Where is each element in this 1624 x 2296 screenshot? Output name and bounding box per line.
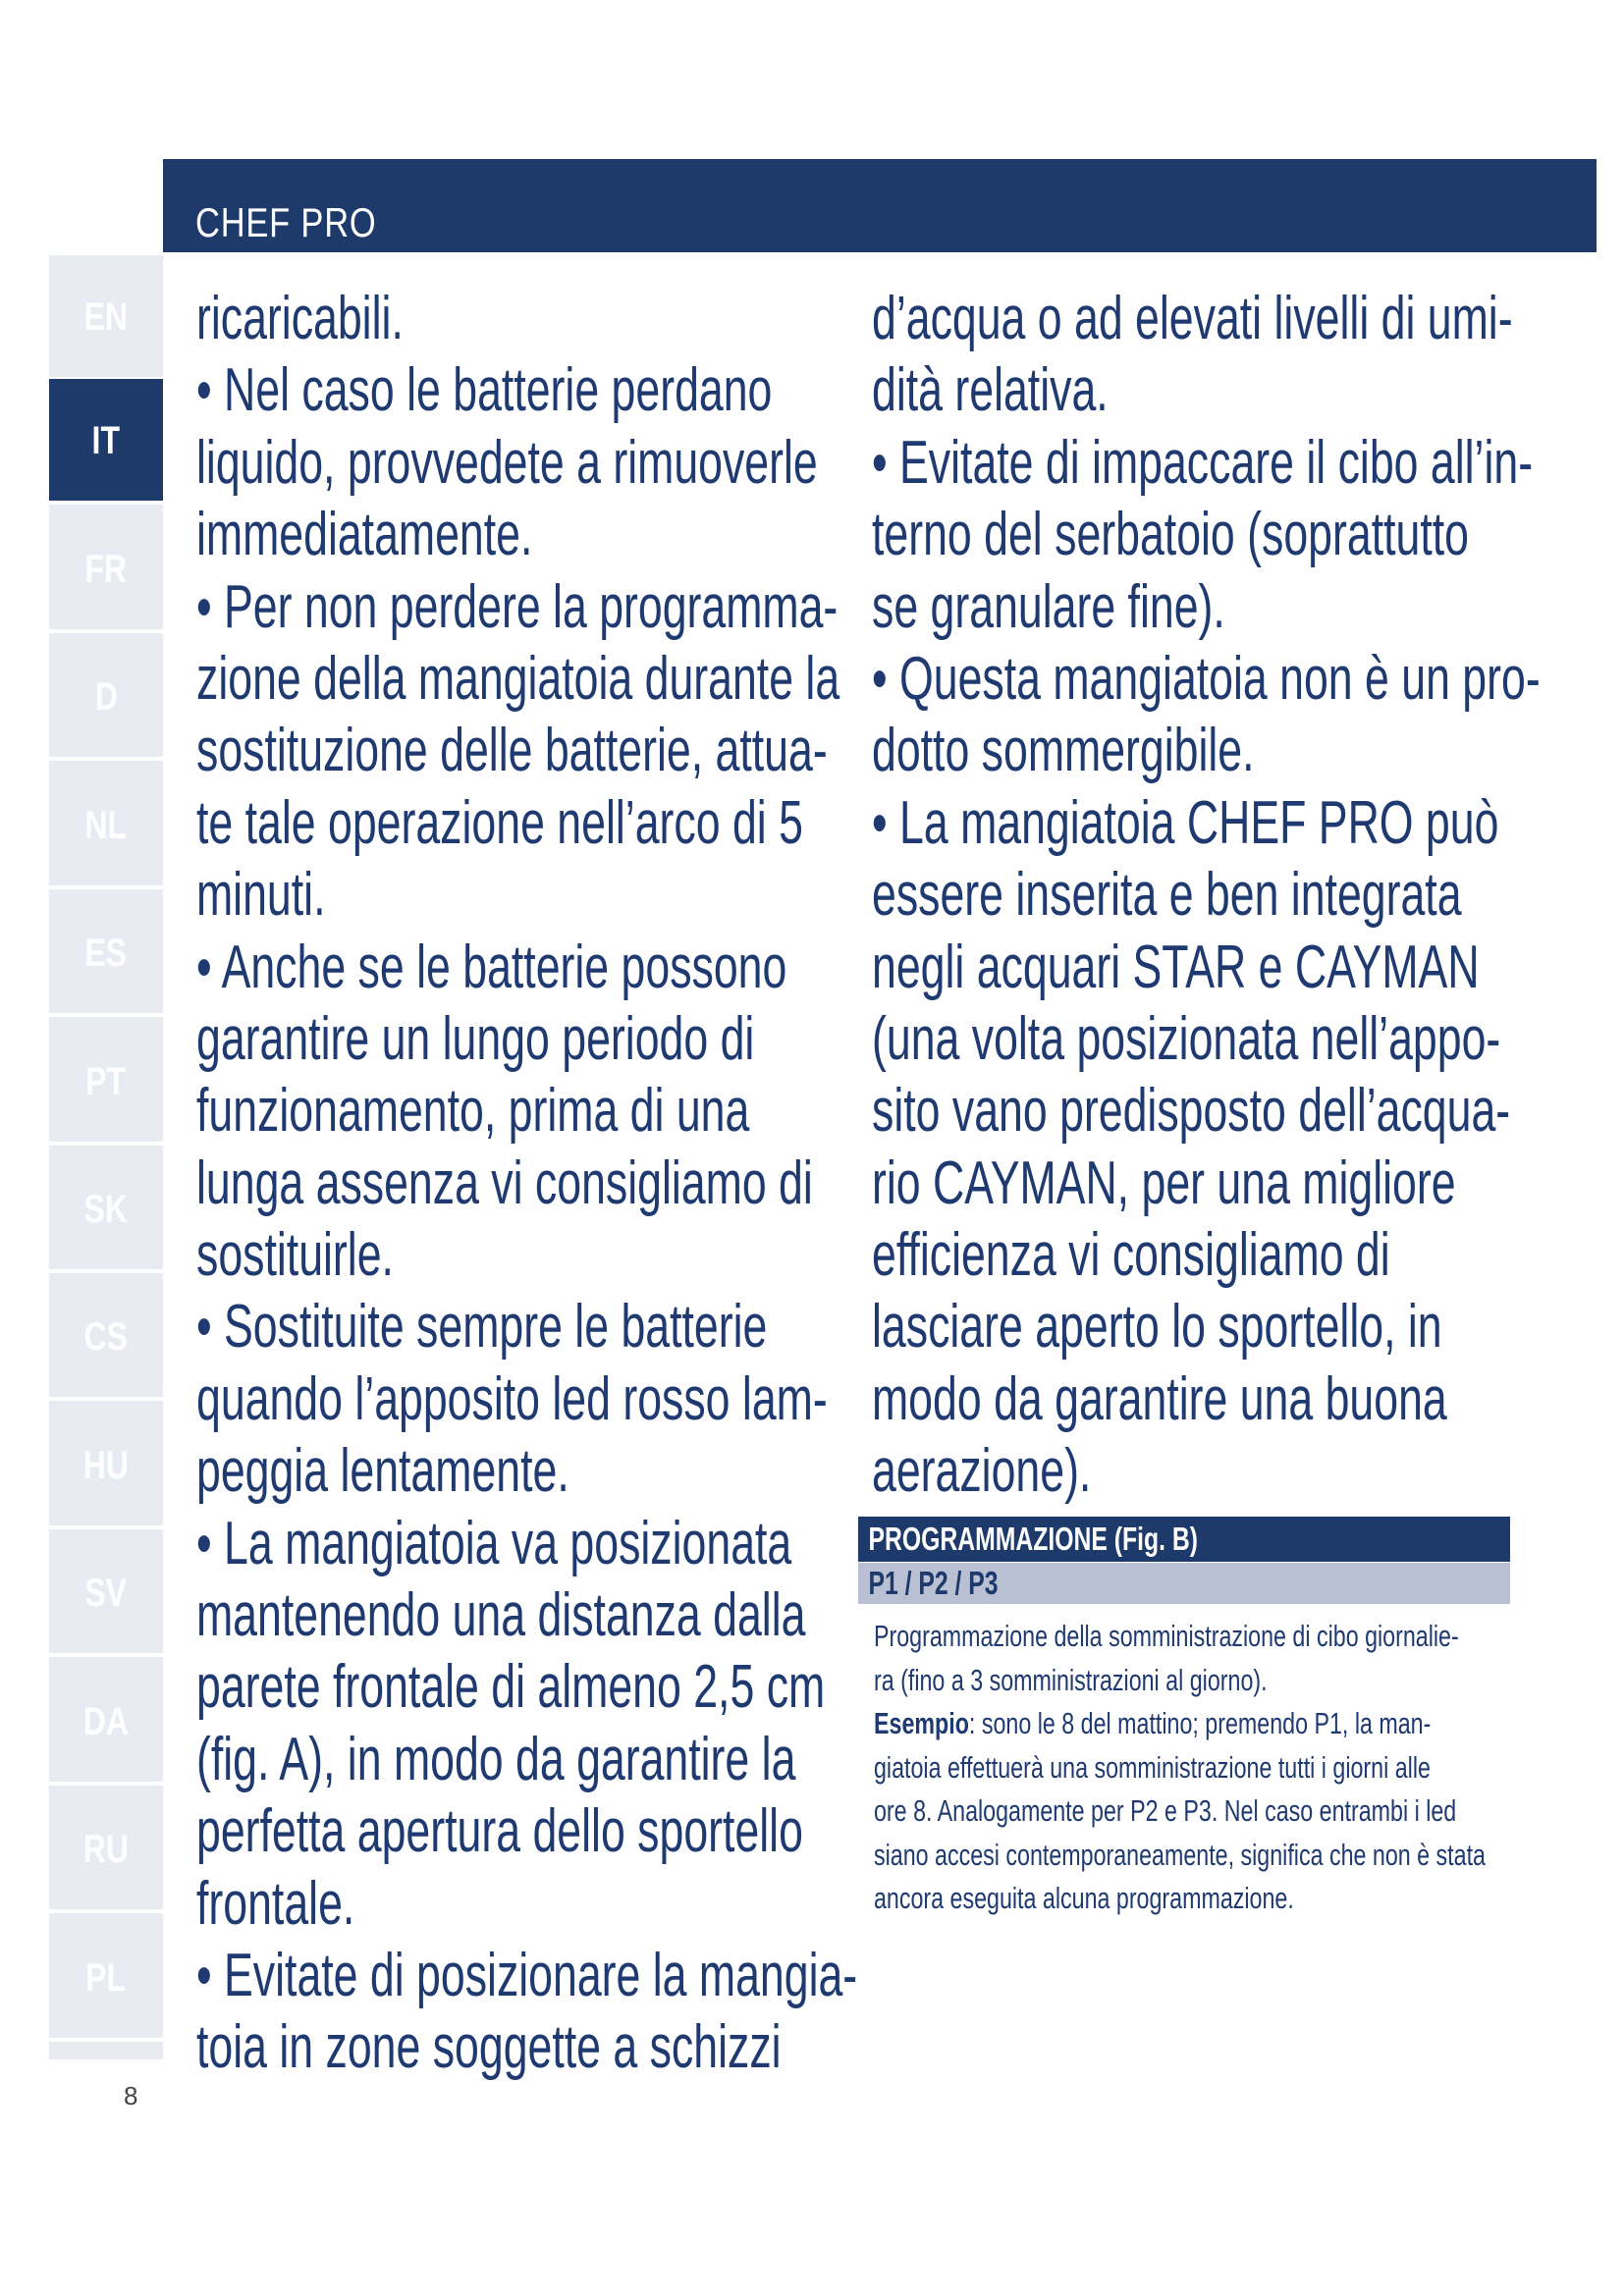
text-line: te tale operazione nell’arco di 5 <box>196 788 803 857</box>
language-tab-label: IT <box>91 418 121 462</box>
text-line: funzionamento, prima di una <box>196 1077 750 1146</box>
text-line: dità relativa. <box>872 356 1109 425</box>
language-tab-pt[interactable] <box>49 1020 163 1144</box>
text-line: peggia lentamente. <box>196 1437 569 1506</box>
language-tab-nl[interactable] <box>49 764 163 887</box>
header-bar <box>163 159 1597 252</box>
text-line: sostituzione delle batterie, attua- <box>196 717 828 785</box>
language-tab-label: HU <box>82 1443 130 1487</box>
language-tab-label: ES <box>84 931 128 975</box>
text-line: (fig. A), in modo da garantire la <box>196 1725 796 1793</box>
section-subheading-text: P1 / P2 / P3 <box>868 1565 999 1601</box>
language-tab-fr[interactable] <box>49 507 163 631</box>
language-tab-label: FR <box>84 547 128 591</box>
language-tab-sv[interactable] <box>49 1531 163 1655</box>
text-line: • Anche se le batterie possono <box>196 933 787 1001</box>
text-line: liquido, provvedete a rimuoverle <box>196 428 818 497</box>
text-line: garantire un lungo periodo di <box>196 1004 755 1073</box>
text-line: frontale. <box>196 1869 355 1938</box>
text-line: parete frontale di almeno 2,5 cm <box>196 1653 826 1722</box>
body-line: Programmazione della somministrazione di cibo giornalie- <box>874 1619 1459 1653</box>
text-line: sostituirle. <box>196 1221 394 1290</box>
text-line: aerazione). <box>872 1437 1092 1506</box>
text-line: ricaricabili. <box>196 285 404 352</box>
body-line: ra (fino a 3 somministrazioni al giorno). <box>874 1662 1268 1697</box>
language-tab-label: DA <box>82 1699 130 1743</box>
text-line: toia in zone soggette a schizzi <box>196 2013 782 2082</box>
language-tab-cs[interactable] <box>49 1275 163 1399</box>
body-line-example <box>874 1702 1492 1746</box>
text-line: • Evitate di posizionare la mangia- <box>196 1941 858 2009</box>
text-line: essere inserita e ben integrata <box>872 861 1462 930</box>
body-line: ore 8. Analogamente per P2 e P3. Nel caso entrambi i led <box>874 1793 1457 1828</box>
text-line: efficienza vi consigliamo di <box>872 1221 1390 1290</box>
section-subheading <box>858 1563 1510 1604</box>
language-tab-label: CS <box>83 1314 129 1359</box>
language-tab-da[interactable] <box>49 1660 163 1784</box>
text-line: modo da garantire una buona <box>872 1364 1447 1433</box>
text-line: • La mangiatoia CHEF PRO può <box>872 788 1499 857</box>
header-title: CHEF PRO <box>195 199 377 245</box>
language-tab-label: NL <box>84 803 128 847</box>
text-line: immediatamente. <box>196 501 533 569</box>
text-line: lunga assenza vi consigliamo di <box>196 1148 813 1217</box>
text-line: • La mangiatoia va posizionata <box>196 1509 792 1577</box>
language-tab-label: RU <box>82 1827 130 1871</box>
language-tab-label: SK <box>83 1187 129 1231</box>
section-heading-text: PROGRAMMAZIONE (Fig. B) <box>868 1521 1198 1557</box>
text-line: • Per non perdere la programma- <box>196 572 839 641</box>
language-sidebar <box>49 255 163 2059</box>
text-line: se granulare fine). <box>872 572 1225 641</box>
text-line: mantenendo una distanza dalla <box>196 1581 806 1650</box>
text-line: • Evitate di impaccare il cibo all’in- <box>872 428 1534 497</box>
section-heading-programmazione <box>858 1517 1510 1562</box>
text-line: • Nel caso le batterie perdano <box>196 356 773 425</box>
language-tab-it[interactable] <box>49 379 163 503</box>
text-line: perfetta apertura dello sportello <box>196 1797 803 1866</box>
language-tab-label: SV <box>84 1571 128 1615</box>
text-line: negli acquari STAR e CAYMAN <box>872 933 1480 1001</box>
language-tab-d[interactable] <box>49 635 163 759</box>
body-line: siano accesi contemporaneamente, significa che non è stata <box>874 1837 1486 1872</box>
language-tab-sk[interactable] <box>49 1148 163 1271</box>
language-tab-hu[interactable] <box>49 1404 163 1527</box>
language-tab-pl[interactable] <box>49 1916 163 2040</box>
text-line: rio CAYMAN, per una migliore <box>872 1148 1456 1217</box>
body-line: ancora eseguita alcuna programmazione. <box>874 1881 1294 1915</box>
text-line: minuti. <box>196 861 326 930</box>
body-line: giatoia effettuerà una somministrazione tutti i giorni alle <box>874 1749 1431 1785</box>
right-column <box>872 283 1569 1508</box>
text-line: quando l’apposito led rosso lam- <box>196 1364 828 1433</box>
text-line: terno del serbatoio (soprattutto <box>872 501 1469 569</box>
page-number: 8 <box>124 2081 138 2110</box>
language-tab-label: PL <box>85 1955 127 2000</box>
programming-body <box>874 1615 1492 1921</box>
language-tab-es[interactable] <box>49 891 163 1015</box>
language-tab-label: D <box>94 674 118 719</box>
text-line: lasciare aperto lo sportello, in <box>872 1293 1442 1362</box>
example-text: : sono le 8 del mattino; premendo P1, la man- <box>968 1706 1432 1740</box>
text-line: sito vano predisposto dell’acqua- <box>872 1077 1511 1146</box>
language-tab-label: EN <box>83 294 129 339</box>
language-tab-label: PT <box>85 1059 127 1103</box>
text-line: • Sostituite sempre le batterie <box>196 1293 768 1362</box>
text-line: • Questa mangiatoia non è un pro- <box>872 644 1541 713</box>
text-line: dotto sommergibile. <box>872 717 1255 785</box>
language-tab-ru[interactable] <box>49 1788 163 1911</box>
text-line: d’acqua o ad elevati livelli di umi- <box>872 285 1513 352</box>
language-tab-en[interactable] <box>49 255 163 379</box>
example-label: Esempio <box>874 1706 969 1740</box>
text-line: (una volta posizionata nell’appo- <box>872 1004 1501 1073</box>
text-line: zione della mangiatoia durante la <box>196 644 840 713</box>
